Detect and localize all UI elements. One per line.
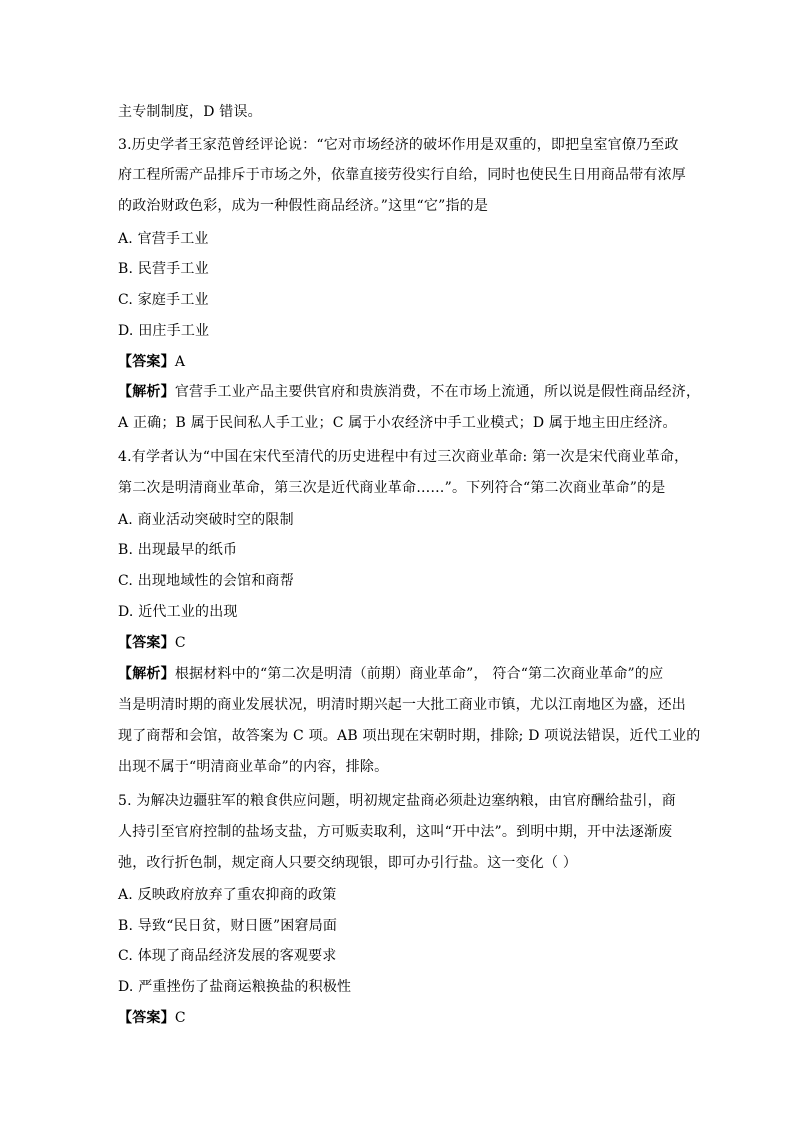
q3-answer-tag: 【答案】 bbox=[118, 354, 175, 370]
q3-option-d: D. 田庄手工业 bbox=[118, 323, 210, 339]
q4-answer-tag: 【答案】 bbox=[118, 635, 175, 651]
q4-answer bbox=[118, 633, 186, 653]
q5-answer-tag: 【答案】 bbox=[118, 1010, 175, 1026]
q5-option-b: B. 导致“民日贫，财日匮”困窘局面 bbox=[118, 918, 338, 934]
q4-analysis-line-3: 现了商帮和会馆，故答案为 C 项。AB 项出现在宋朝时期，排除; D 项说法错误，近代工业的 bbox=[118, 728, 701, 744]
q4-option-d: D. 近代工业的出现 bbox=[118, 604, 238, 620]
q4-option-c: C. 出现地域性的会馆和商帮 bbox=[118, 573, 294, 589]
q4-stem-line-1: 4.有学者认为“中国在宋代至清代的历史进程中有过三次商业革命: 第一次是宋代商业革命， bbox=[118, 449, 689, 465]
q5-stem-line-3: 弛，改行折色制，规定商人只要交纳现银，即可办引行盐。这一变化（ ） bbox=[118, 855, 578, 871]
q5-answer bbox=[118, 1008, 186, 1028]
q4-analysis-line-2: 当是明清时期的商业发展状况，明清时期兴起一大批工商业市镇，尤以江南地区为盛，还出 bbox=[118, 697, 686, 713]
q3-analysis-line-1 bbox=[118, 382, 700, 402]
q4-analysis-tag: 【解析】 bbox=[118, 666, 175, 682]
q3-answer-value: A bbox=[174, 354, 186, 370]
q3-option-c: C. 家庭手工业 bbox=[118, 292, 209, 308]
q5-stem-line-2: 人持引至官府控制的盐场支盐，方可贩卖取利，这叫“开中法”。到明中期，开中法逐渐废 bbox=[118, 824, 673, 840]
q3-option-b: B. 民营手工业 bbox=[118, 261, 209, 277]
q3-analysis-tag: 【解析】 bbox=[118, 384, 175, 400]
q3-stem-line-2: 府工程所需产品排斥于市场之外，依靠直接劳役实行自给，同时也使民生日用商品带有浓厚 bbox=[118, 167, 686, 183]
q3-stem-line-1: 3.历史学者王家范曾经评论说：“它对市场经济的破坏作用是双重的，即把皇室官僚乃至政 bbox=[118, 137, 679, 153]
q2-analysis-tail: 主专制制度，D 错误。 bbox=[118, 104, 262, 120]
q4-analysis-line-4: 出现不属于“明清商业革命”的内容，排除。 bbox=[118, 759, 389, 775]
q4-analysis-text-1: 根据材料中的“第二次是明清（前期）商业革命”， 符合“第二次商业革命”的应 bbox=[174, 666, 664, 682]
q4-stem-line-2: 第二次是明清商业革命，第三次是近代商业革命……”。下列符合“第二次商业革命”的是 bbox=[118, 480, 666, 496]
q4-analysis-line-1 bbox=[118, 664, 663, 684]
q5-answer-value: C bbox=[174, 1010, 186, 1026]
q4-option-b: B. 出现最早的纸币 bbox=[118, 542, 238, 558]
q3-stem-line-3: 的政治财政色彩，成为一种假性商品经济。”这里“它”指的是 bbox=[118, 198, 489, 214]
q3-option-a: A. 官营手工业 bbox=[118, 231, 209, 247]
q5-option-d: D. 严重挫伤了盐商运粮换盐的积极性 bbox=[118, 979, 352, 995]
q3-analysis-text-1: 官营手工业产品主要供官府和贵族消费，不在市场上流通，所以说是假性商品经济， bbox=[174, 384, 701, 400]
q5-option-c: C. 体现了商品经济发展的客观要求 bbox=[118, 948, 337, 964]
q4-answer-value: C bbox=[174, 635, 186, 651]
q4-option-a: A. 商业活动突破时空的限制 bbox=[118, 512, 294, 528]
q5-option-a: A. 反映政府放弃了重农抑商的政策 bbox=[118, 887, 337, 903]
q3-analysis-line-2: A 正确；B 属于民间私人手工业；C 属于小农经济中手工业模式；D 属于地主田庄经济。 bbox=[118, 415, 677, 431]
q3-answer bbox=[118, 352, 185, 372]
q5-stem-line-1: 5. 为解决边疆驻军的粮食供应问题，明初规定盐商必须赴边塞纳粮，由官府酬给盐引，商 bbox=[118, 793, 677, 809]
